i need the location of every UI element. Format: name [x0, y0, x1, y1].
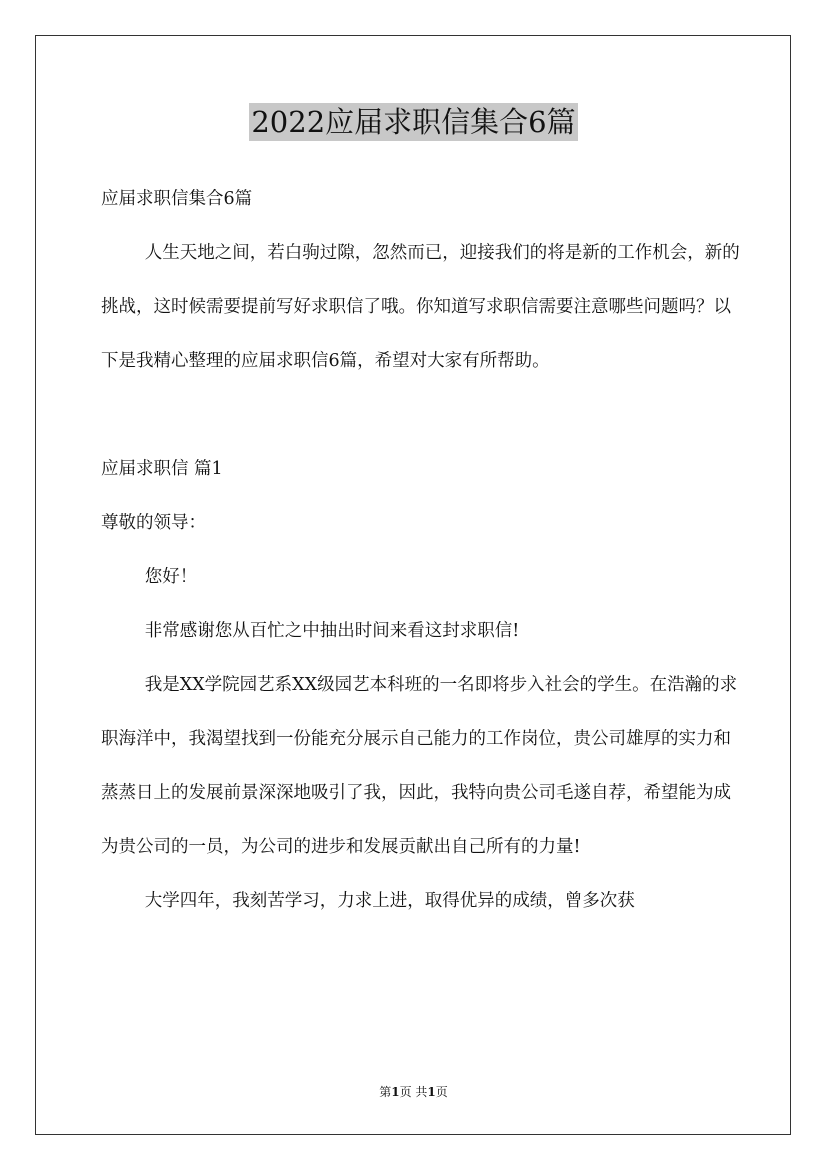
salutation: 尊敬的领导：	[101, 513, 206, 533]
greeting: 您好！	[144, 567, 198, 587]
footer-total-prefix: 共	[415, 1085, 428, 1099]
footer-page-prefix: 第	[379, 1085, 392, 1099]
section-heading: 应届求职信 篇1	[101, 459, 223, 479]
document-title: 2022应届求职信集合6篇	[251, 105, 576, 139]
study-paragraph: 大学四年，我刻苦学习，力求上进，取得优异的成绩，曾多次获	[144, 891, 635, 911]
document-body	[101, 172, 741, 928]
footer-page-suffix: 页	[399, 1085, 412, 1099]
subtitle: 应届求职信集合6篇	[101, 189, 253, 209]
footer-total-suffix: 页	[435, 1085, 448, 1099]
footer-page-number: 1	[391, 1085, 400, 1099]
document-title-wrap	[0, 103, 827, 141]
paragraph-gap	[101, 388, 741, 442]
footer-total-number: 1	[427, 1085, 436, 1099]
intro-paragraph: 人生天地之间，若白驹过隙，忽然而已，迎接我们的将是新的工作机会，新的挑战，这时候需要提前写好求职信了哦。你知道写求职信需要注意哪些问题吗？以下是我精心整理的应届求职信6篇，希望对大家有所帮助。	[101, 243, 740, 371]
page-footer	[0, 1083, 827, 1101]
self-intro-paragraph: 我是XX学院园艺系XX级园艺本科班的一名即将步入社会的学生。在浩瀚的求职海洋中，我渴望找到一份能充分展示自己能力的工作岗位，贵公司雄厚的实力和蒸蒸日上的发展前景深深地吸引了我，因此，我特向贵公司毛遂自荐，希望能为成为贵公司的一员，为公司的进步和发展贡献出自己所有的力量!	[101, 675, 738, 857]
thanks-paragraph: 非常感谢您从百忙之中抽出时间来看这封求职信!	[144, 621, 520, 641]
